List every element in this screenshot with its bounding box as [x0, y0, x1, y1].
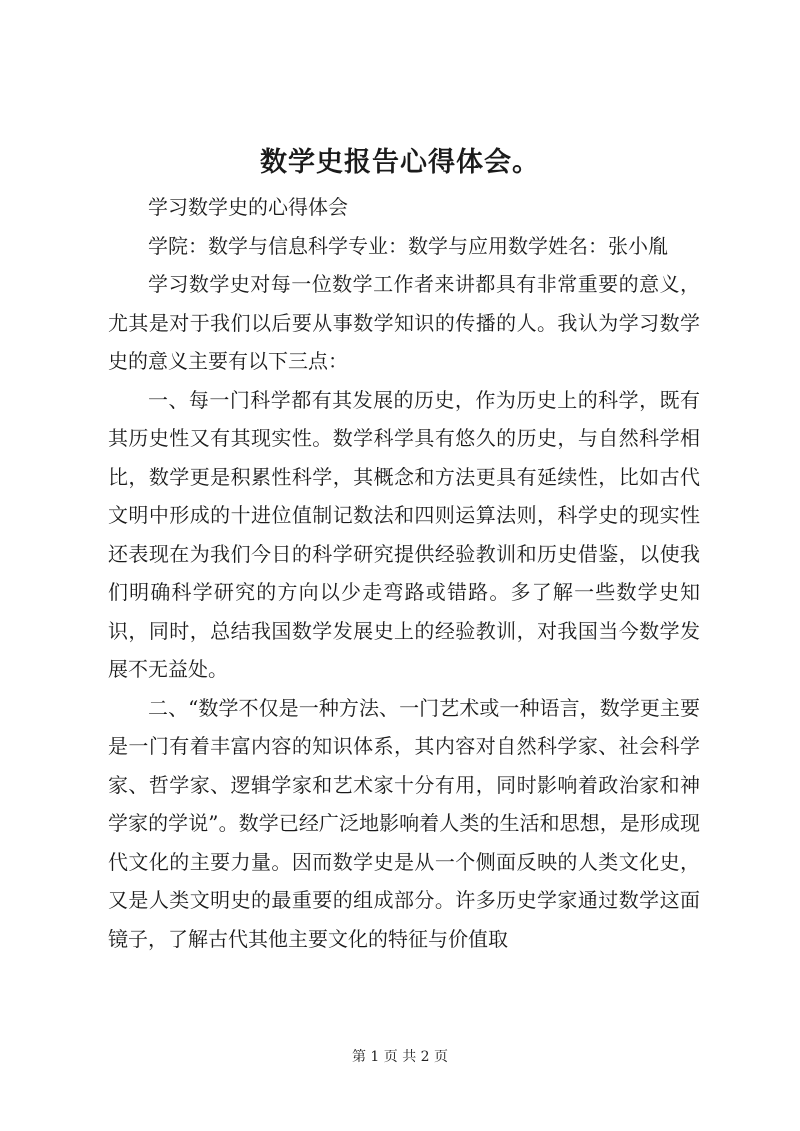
document-title: 数学史报告心得体会。	[260, 147, 540, 178]
page-number-footer: 第 1 页 共 2 页	[351, 1049, 449, 1065]
paragraph-intro: 学习数学史对每一位数学工作者来讲都具有非常重要的意义，尤其是对于我们以后要从事数学知识的传播的人。我认为学习数学史的意义主要有以下三点：	[108, 272, 700, 373]
paragraph-subtitle: 学习数学史的心得体会	[148, 195, 348, 219]
paragraph-point-one: 一、每一门科学都有其发展的历史，作为历史上的科学，既有其历史性又有其现实性。数学科学具有悠久的历史，与自然科学相比，数学更是积累性科学，其概念和方法更具有延续性，比如古代文明中形成的十进位值制记数法和四则运算法则，科学史的现实性还表现在为我们今日的科学研究提供经验教训和历史借鉴，以使我们明确科学研究的方向以少走弯路或错路。多了解一些数学史知识，同时，总结我国数学发展史上的经验教训，对我国当今数学发展不无益处。	[108, 387, 700, 681]
paragraph-author-info: 学院：数学与信息科学专业：数学与应用数学姓名：张小胤	[148, 233, 668, 258]
paragraph-point-two: 二、“数学不仅是一种方法、一门艺术或一种语言，数学更主要是一门有着丰富内容的知识体系，其内容对自然科学家、社会科学家、哲学家、逻辑学家和艺术家十分有用，同时影响着政治家和神学家的学说”。数学已经广泛地影响着人类的生活和思想，是形成现代文化的主要力量。因而数学史是从一个侧面反映的人类文化史，又是人类文明史的最重要的组成部分。许多历史学家通过数学这面镜子，了解古代其他主要文化的特征与价值取	[108, 695, 700, 951]
document-body	[108, 188, 700, 958]
